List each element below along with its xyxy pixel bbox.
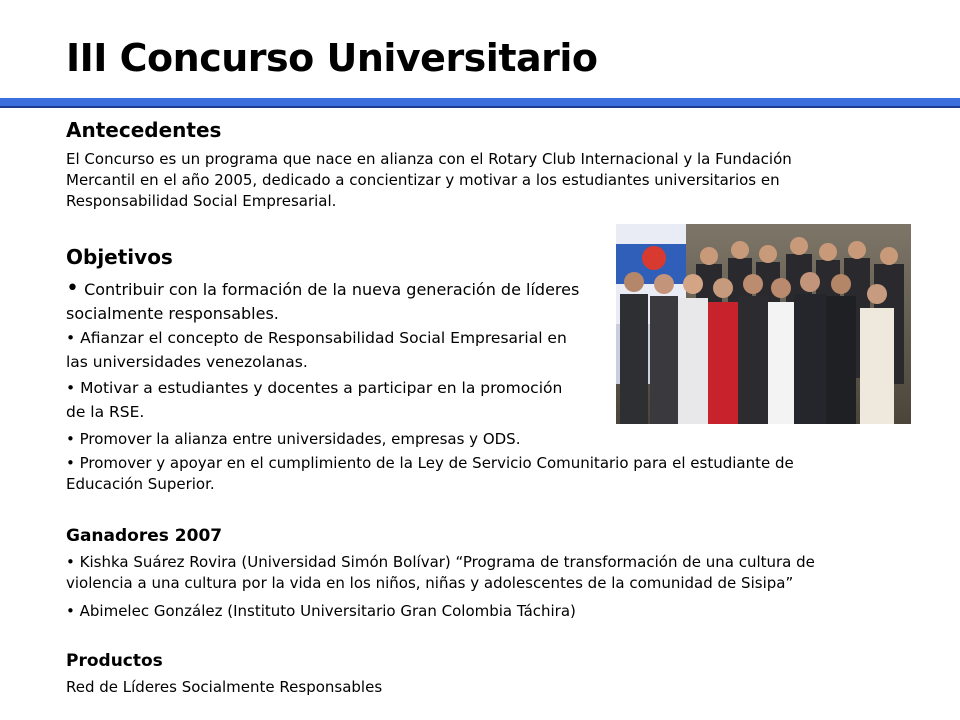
title-divider-shadow [0, 106, 960, 108]
title-divider [0, 98, 960, 106]
ganador-1-line-1: Kishka Suárez Rovira (Universidad Simón Bolívar) “Programa de transformación de una cultura de [79, 553, 815, 571]
bullet-icon: • [66, 454, 75, 472]
objetivo-item-1 [66, 277, 579, 326]
productos-heading: Productos [66, 651, 163, 671]
ganador-2-line-1: Abimelec González (Instituto Universitario Gran Colombia Táchira) [79, 602, 576, 620]
group-photo [616, 224, 911, 424]
antecedentes-text [66, 149, 792, 212]
bullet-icon: • [66, 379, 76, 397]
objetivo-4-line-1: Promover la alianza entre universidades, empresas y ODS. [79, 430, 521, 448]
antecedentes-line-3: Responsabilidad Social Empresarial. [66, 192, 337, 210]
ganador-item-2 [66, 601, 576, 622]
objetivo-1-line-2: socialmente responsables. [66, 304, 279, 323]
objetivo-5-line-1: Promover y apoyar en el cumplimiento de la Ley de Servicio Comunitario para el estudiante de [79, 454, 794, 472]
antecedentes-line-1: El Concurso es un programa que nace en alianza con el Rotary Club Internacional y la Fundación [66, 150, 792, 168]
antecedentes-line-2: Mercantil en el año 2005, dedicado a concientizar y motivar a los estudiantes universitarios en [66, 171, 780, 189]
objetivo-item-2 [66, 326, 567, 374]
antecedentes-heading: Antecedentes [66, 118, 222, 142]
ganadores-heading: Ganadores 2007 [66, 526, 223, 546]
bullet-icon: • [66, 276, 79, 301]
bullet-icon: • [66, 553, 75, 571]
group-photo-icon [616, 224, 911, 424]
objetivo-1-line-1: Contribuir con la formación de la nueva generación de líderes [84, 280, 580, 299]
objetivo-item-5 [66, 453, 794, 495]
objetivo-2-line-2: las universidades venezolanas. [66, 353, 308, 371]
objetivo-5-line-2: Educación Superior. [66, 475, 215, 493]
bullet-icon: • [66, 430, 75, 448]
objetivo-item-4 [66, 429, 520, 450]
bullet-icon: • [66, 602, 75, 620]
ganador-1-line-2: violencia a una cultura por la vida en los niños, niñas y adolescentes de la comunidad de Sisipa” [66, 574, 794, 592]
ganador-item-1 [66, 552, 815, 594]
objetivo-2-line-1: Afianzar el concepto de Responsabilidad Social Empresarial en [80, 329, 567, 347]
objetivos-heading: Objetivos [66, 245, 173, 269]
objetivo-item-3 [66, 376, 562, 424]
productos-text: Red de Líderes Socialmente Responsables [66, 678, 383, 696]
objetivo-3-line-1: Motivar a estudiantes y docentes a participar en la promoción [80, 379, 563, 397]
objetivo-3-line-2: de la RSE. [66, 403, 145, 421]
page-title: III Concurso Universitario [66, 36, 598, 80]
bullet-icon: • [66, 329, 76, 347]
